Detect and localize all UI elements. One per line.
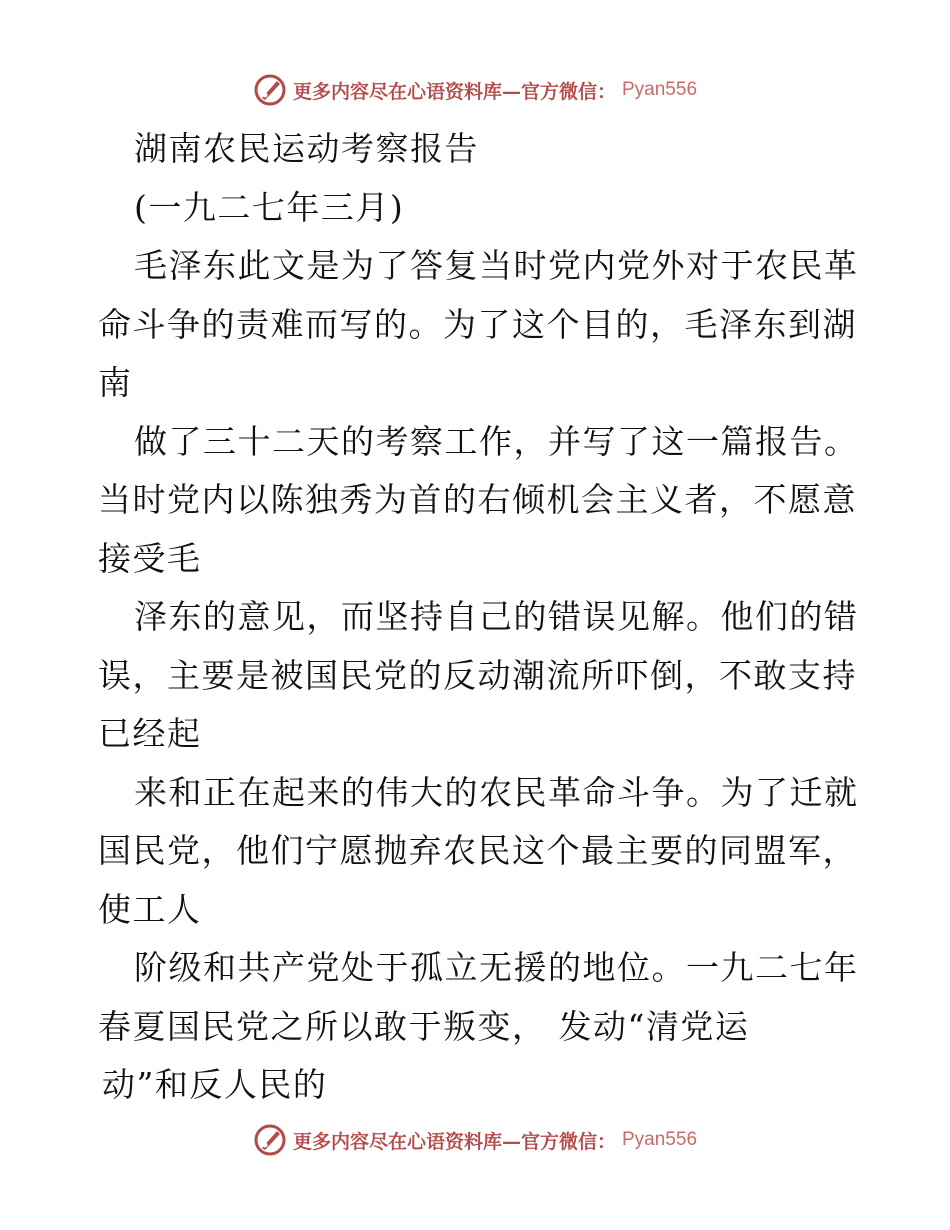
text-line: 已经起 xyxy=(98,714,202,753)
watermark-header xyxy=(0,70,950,110)
text-line: 动”和反人民的 xyxy=(102,1065,328,1104)
text-line: 国民党，他们宁愿抛弃农民这个最主要的同盟军， xyxy=(98,831,857,870)
text-line: 命斗争的责难而写的。为了这个目的，毛泽东到湖 xyxy=(98,304,857,344)
text-line: 接受毛 xyxy=(98,538,202,578)
watermark-wechat-id: Pyan556 xyxy=(622,1129,698,1150)
text-line: 误，主要是被国民党的反动潮流所吓倒，不敢支持 xyxy=(98,655,857,695)
text-line: 当时党内以陈独秀为首的右倾机会主义者，不愿意 xyxy=(98,480,857,519)
text-line: 阶级和共产党处于孤立无援的地位。一九二七年 xyxy=(134,948,858,987)
watermark-wechat-id: Pyan556 xyxy=(622,79,698,100)
watermark-footer xyxy=(0,1120,950,1160)
document-title: 湖南农民运动考察报告 xyxy=(134,129,479,168)
watermark-text: 更多内容尽在心语资料库—官方微信： xyxy=(292,80,616,103)
text-line: 做了三十二天的考察工作，并写了这一篇报告。 xyxy=(134,421,858,461)
text-line: 春夏国民党之所以敢于叛变， 发动“清党运 xyxy=(98,1006,750,1046)
pen-logo-icon xyxy=(253,1123,287,1157)
pen-logo-icon xyxy=(253,73,287,107)
text-line: 毛泽东此文是为了答复当时党内党外对于农民革 xyxy=(134,246,858,285)
text-line: 南 xyxy=(98,363,133,402)
document-body xyxy=(98,120,858,1115)
watermark-text: 更多内容尽在心语资料库—官方微信： xyxy=(292,1130,616,1153)
text-line: 泽东的意见，而坚持自己的错误见解。他们的错 xyxy=(134,597,858,636)
text-line: 来和正在起来的伟大的农民革命斗争。为了迁就 xyxy=(134,772,858,812)
text-line: 使工人 xyxy=(98,889,202,929)
document-date: (一九二七年三月) xyxy=(134,187,405,227)
